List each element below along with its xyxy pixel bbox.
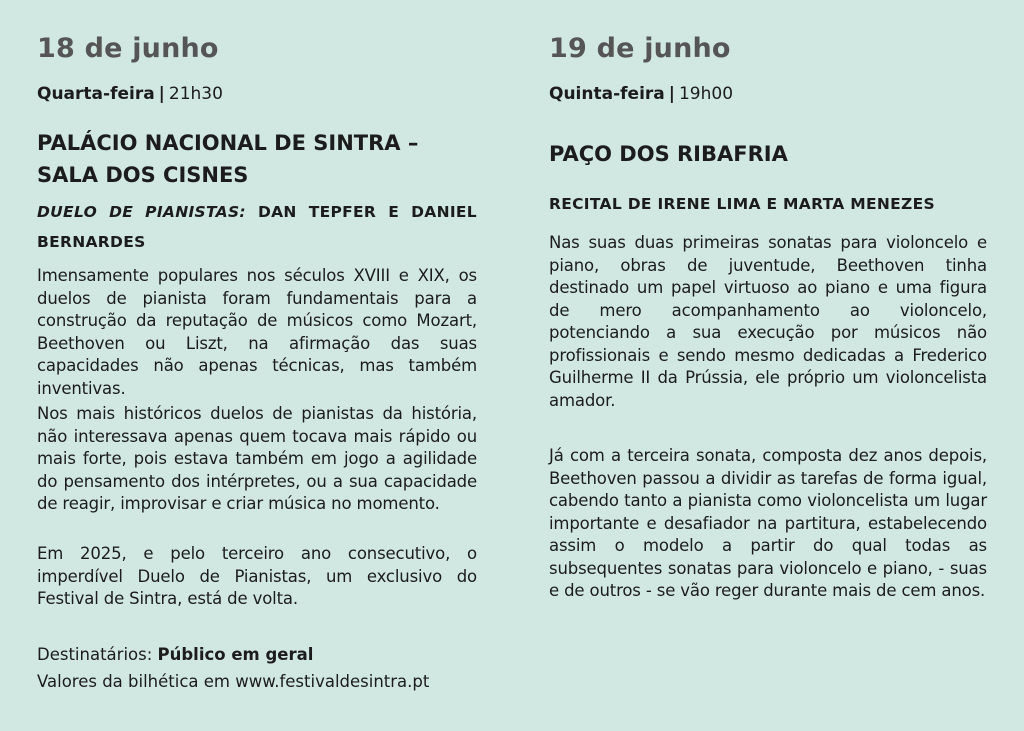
separator: | xyxy=(158,84,165,104)
event-paragraph: Em 2025, e pelo terceiro ano consecutivo, o imperdível Duelo de Pianistas, um exclusivo do Festival de Sintra, está de volta. xyxy=(37,544,477,608)
event-weekday: Quinta-feira xyxy=(549,84,665,104)
event-time: 21h30 xyxy=(168,84,223,104)
event-venue: PALÁCIO NACIONAL DE SINTRA – SALA DOS CISNES xyxy=(37,131,419,187)
event-day-time xyxy=(37,84,223,104)
event-date: 19 de junho xyxy=(549,33,731,64)
event-time: 19h00 xyxy=(678,84,734,104)
tickets-line: Valores da bilhética em www.festivaldesintra.pt xyxy=(37,672,430,691)
event-venue: PAÇO DOS RIBAFRIA xyxy=(549,142,788,166)
event-subtitle-rest: DAN TEPFER E DANIEL BERNARDES xyxy=(37,203,477,251)
audience-line xyxy=(37,641,313,669)
event-paragraph: Nos mais históricos duelos de pianistas da história, não interessava apenas quem tocava mais rápido ou mais forte, pois estava também em jogo a agilidade do pensamento dos intérpretes, ou a sua capacidade de reagir, improvisar e criar música no momento. xyxy=(37,404,477,513)
event-subtitle-italic: DUELO DE PIANISTAS: xyxy=(37,203,246,221)
audience-value: Público em geral xyxy=(157,645,314,664)
event-weekday: Quarta-feira xyxy=(37,84,155,104)
separator: | xyxy=(668,84,675,104)
event-subtitle xyxy=(37,197,477,257)
audience-label: Destinatários: xyxy=(37,645,158,664)
event-paragraph: Imensamente populares nos séculos XVIII e XIX, os duelos de pianista foram fundamentais para a construção da reputação de músicos como Mozart, Beethoven ou Liszt, na afirmação das suas capacidades não apenas técnicas, mas também inventivas. xyxy=(37,266,477,398)
event-day-time xyxy=(549,84,733,104)
event-date: 18 de junho xyxy=(37,33,219,64)
event-paragraph: Já com a terceira sonata, composta dez anos depois, Beethoven passou a dividir as tarefas de forma igual, cabendo tanto a pianista como violoncelista um lugar importante e desafiador na partitura, estabelecendo assim o modelo a partir do qual todas as subsequentes sonatas para violoncelo e piano, - suas e de outros - se vão reger durante mais de cem anos. xyxy=(549,446,987,600)
event-subtitle: RECITAL DE IRENE LIMA E MARTA MENEZES xyxy=(549,195,935,213)
event-paragraph: Nas suas duas primeiras sonatas para violoncelo e piano, obras de juventude, Beethoven tinha destinado um papel virtuoso ao piano e uma figura de mero acompanhamento ao violoncelo, potenciando a sua execução por músicos não profissionais e sendo mesmo dedicadas a Frederico Guilherme II da Prússia, ele próprio um violoncelista amador. xyxy=(549,233,987,410)
